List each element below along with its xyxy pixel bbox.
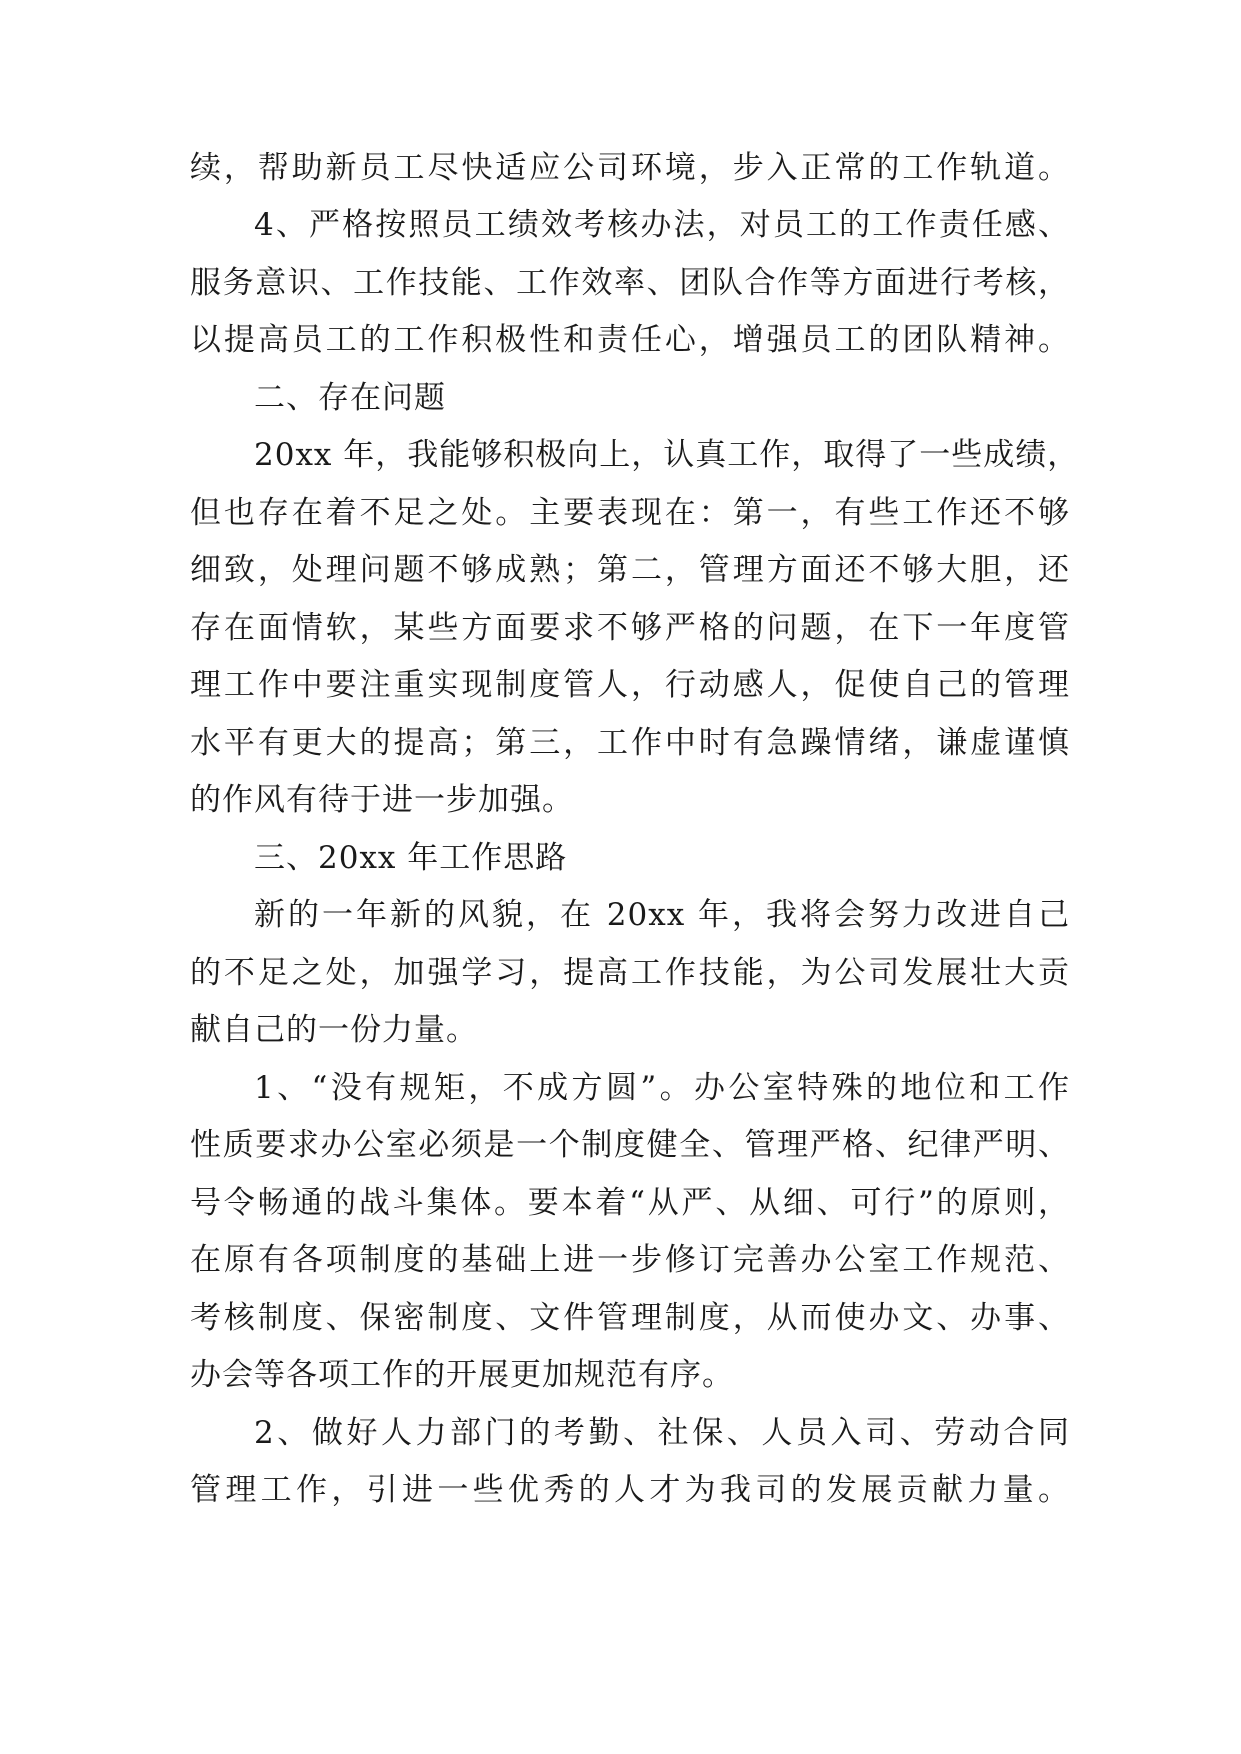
paragraph-line: 4、严格按照员工绩效考核办法，对员工的工作责任感、 bbox=[254, 207, 1070, 243]
paragraph-line: 的作风有待于进一步加强。 bbox=[190, 782, 574, 818]
paragraph-line: 但也存在着不足之处。主要表现在：第一，有些工作还不够 bbox=[190, 495, 1070, 531]
paragraph-line: 服务意识、工作技能、工作效率、团队合作等方面进行考核， bbox=[190, 265, 1070, 301]
paragraph-line: 以提高员工的工作积极性和责任心，增强员工的团队精神。 bbox=[190, 322, 1070, 358]
paragraph-line: 性质要求办公室必须是一个制度健全、管理严格、纪律严明、 bbox=[190, 1127, 1070, 1163]
paragraph-line: 细致，处理问题不够成熟；第二，管理方面还不够大胆，还 bbox=[190, 552, 1070, 588]
paragraph-line: 存在面情软，某些方面要求不够严格的问题，在下一年度管 bbox=[190, 610, 1070, 646]
paragraph-line: 管理工作，引进一些优秀的人才为我司的发展贡献力量。 bbox=[190, 1472, 1070, 1508]
paragraph-line: 1、“没有规矩，不成方圆”。办公室特殊的地位和工作 bbox=[254, 1070, 1070, 1106]
section-heading: 三、20xx 年工作思路 bbox=[254, 840, 568, 876]
section-heading: 二、存在问题 bbox=[254, 380, 446, 416]
paragraph-line: 续，帮助新员工尽快适应公司环境，步入正常的工作轨道。 bbox=[190, 150, 1070, 186]
paragraph-line: 水平有更大的提高；第三，工作中时有急躁情绪，谦虚谨慎 bbox=[190, 725, 1070, 761]
paragraph-line: 在原有各项制度的基础上进一步修订完善办公室工作规范、 bbox=[190, 1242, 1070, 1278]
paragraph-line: 2、做好人力部门的考勤、社保、人员入司、劳动合同 bbox=[254, 1415, 1070, 1451]
paragraph-line: 办会等各项工作的开展更加规范有序。 bbox=[190, 1357, 734, 1393]
paragraph-line: 号令畅通的战斗集体。要本着“从严、从细、可行”的原则， bbox=[190, 1185, 1070, 1221]
paragraph-line: 献自己的一份力量。 bbox=[190, 1012, 478, 1048]
paragraph-line: 新的一年新的风貌，在 20xx 年，我将会努力改进自己 bbox=[254, 897, 1070, 933]
paragraph-line: 考核制度、保密制度、文件管理制度，从而使办文、办事、 bbox=[190, 1300, 1070, 1336]
paragraph-line: 理工作中要注重实现制度管人，行动感人，促使自己的管理 bbox=[190, 667, 1070, 703]
paragraph-line: 的不足之处，加强学习，提高工作技能，为公司发展壮大贡 bbox=[190, 955, 1070, 991]
paragraph-line: 20xx 年，我能够积极向上，认真工作，取得了一些成绩， bbox=[254, 437, 1080, 473]
